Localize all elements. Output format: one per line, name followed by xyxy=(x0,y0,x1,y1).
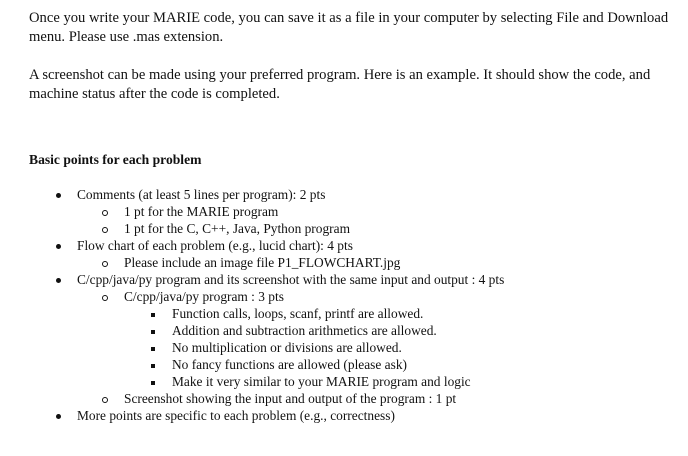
bullet-circle-icon xyxy=(102,227,108,233)
bullet-circle-icon xyxy=(102,397,108,403)
list-item: More points are specific to each problem (e.g., correctness) xyxy=(77,408,395,423)
bullet-square-icon xyxy=(151,330,155,334)
bullet-square-icon xyxy=(151,347,155,351)
bullet-circle-icon xyxy=(102,295,108,301)
intro-paragraph-screenshot: A screenshot can be made using your preferred program. Here is an example. It should show the code, and machine status after the code is completed. xyxy=(29,67,651,102)
bullet-circle-icon xyxy=(102,210,108,216)
list-item: 1 pt for the MARIE program xyxy=(124,204,279,219)
list-item: C/cpp/java/py program : 3 pts xyxy=(124,289,284,304)
list-item: Addition and subtraction arithmetics are allowed. xyxy=(172,323,437,338)
list-item: 1 pt for the C, C++, Java, Python program xyxy=(124,221,350,236)
list-item: Make it very similar to your MARIE program and logic xyxy=(172,374,471,389)
bullet-dot-icon xyxy=(56,414,61,419)
list-item: C/cpp/java/py program and its screenshot with the same input and output : 4 pts xyxy=(77,272,505,287)
list-item: Flow chart of each problem (e.g., lucid chart): 4 pts xyxy=(77,238,353,253)
list-item: Screenshot showing the input and output of the program : 1 pt xyxy=(124,391,457,406)
list-item: Please include an image file P1_FLOWCHART.jpg xyxy=(124,255,401,270)
list-item: No multiplication or divisions are allowed. xyxy=(172,340,402,355)
intro-paragraph-save: Once you write your MARIE code, you can save it as a file in your computer by selecting File and Download menu. Please use .mas extension. xyxy=(29,10,669,45)
bullet-dot-icon xyxy=(56,193,61,198)
bullet-dot-icon xyxy=(56,278,61,283)
list-item: No fancy functions are allowed (please ask) xyxy=(172,357,407,372)
bullet-square-icon xyxy=(151,313,155,317)
section-heading: Basic points for each problem xyxy=(29,152,202,167)
bullet-circle-icon xyxy=(102,261,108,267)
list-item: Comments (at least 5 lines per program): 2 pts xyxy=(77,187,326,202)
bullet-square-icon xyxy=(151,381,155,385)
bullet-square-icon xyxy=(151,364,155,368)
bullet-dot-icon xyxy=(56,244,61,249)
list-item: Function calls, loops, scanf, printf are allowed. xyxy=(172,306,424,321)
